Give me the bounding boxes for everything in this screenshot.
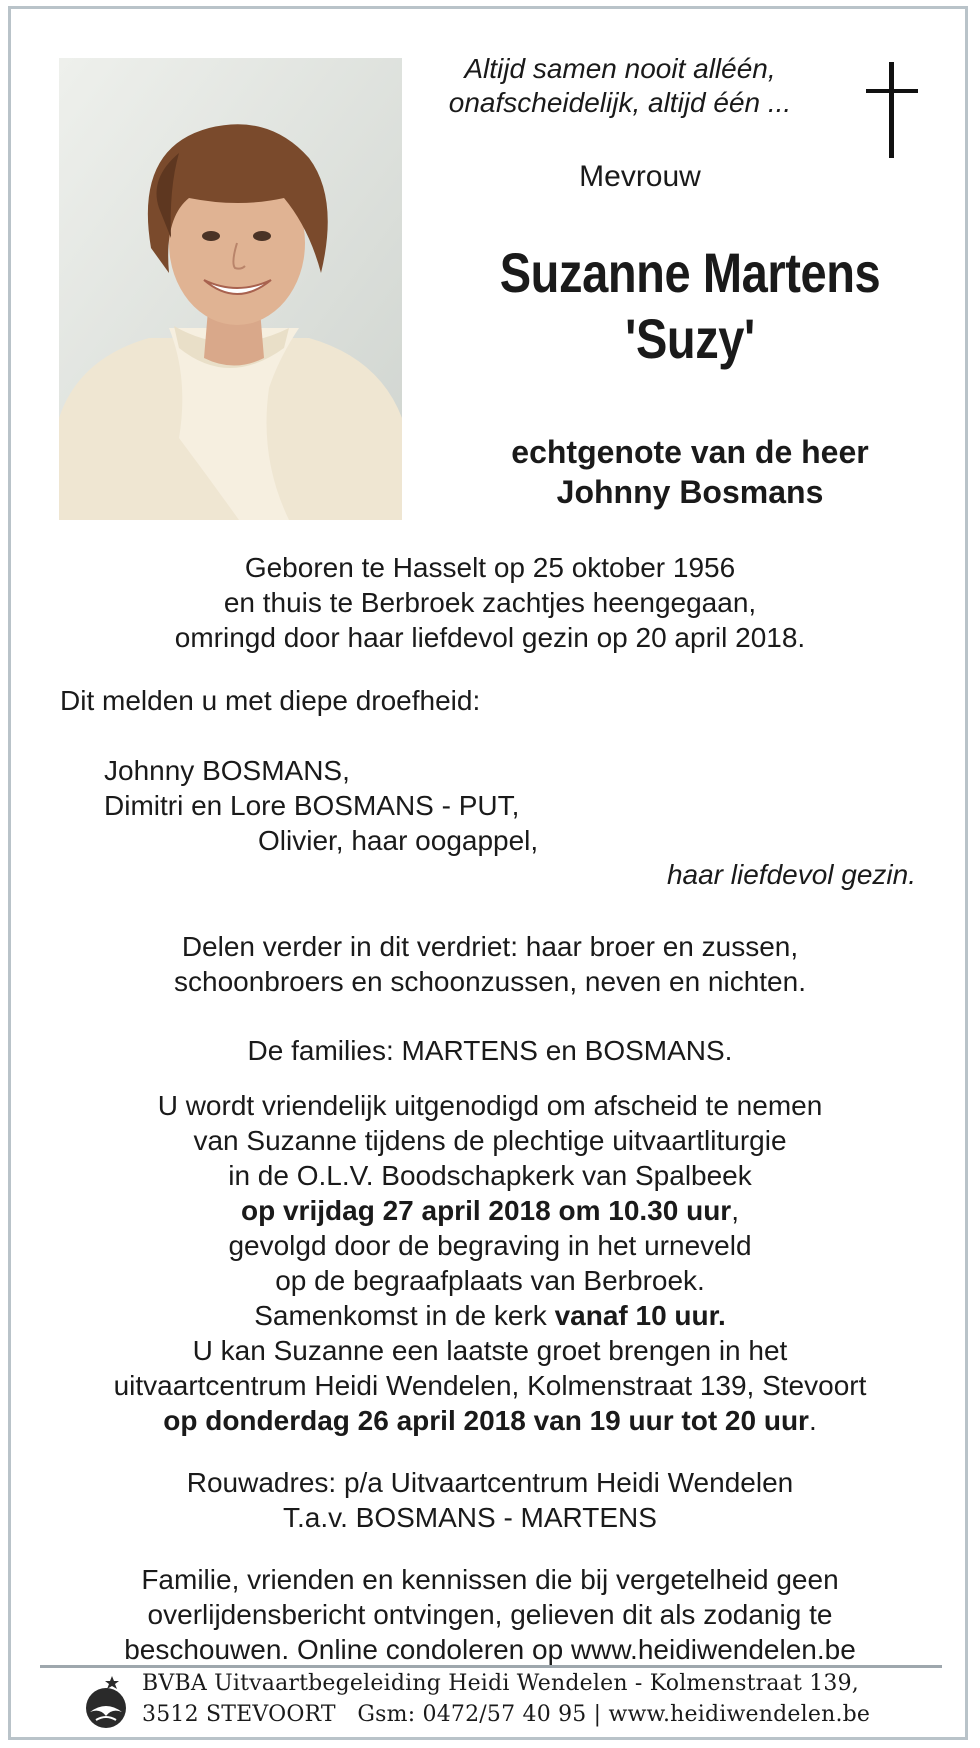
text-pre: Samenkomst in de kerk (254, 1300, 555, 1331)
portrait-photo (59, 58, 402, 520)
spouse-info (420, 432, 960, 512)
bold-text: op vrijdag 27 april 2018 om 10.30 uur (241, 1195, 732, 1226)
deceased-name (463, 240, 917, 372)
poem-line: Altijd samen nooit alléén, (464, 53, 776, 84)
footer-line: 3512 STEVOORT Gsm: 0472/57 40 95 | www.heidiwendelen.be (142, 1702, 871, 1727)
family-member: Johnny BOSMANS, (104, 755, 350, 786)
text-line: Delen verder in dit verdriet: haar broer en zussen, (181, 931, 799, 962)
families-line: De families: MARTENS en BOSMANS. (247, 1035, 733, 1066)
mourning-address (40, 1465, 940, 1535)
gathering-line (40, 1298, 940, 1333)
text-line: gevolgd door de begraving in het urneveld (228, 1230, 752, 1261)
text-line: beschouwen. Online condoleren op www.heidiwendelen.be (124, 1634, 856, 1665)
service-datetime (40, 1193, 940, 1228)
funeral-service-info (40, 1088, 940, 1438)
text-line: overlijdensbericht ontvingen, gelieven dit als zodanig te (147, 1599, 833, 1630)
funeral-home-footer (142, 1668, 942, 1730)
announcement: Dit melden u met diepe droefheid: (60, 685, 481, 716)
text-line: schoonbroers en schoonzussen, neven en nichten. (174, 966, 806, 997)
footer-line: BVBA Uitvaartbegeleiding Heidi Wendelen - Kolmenstraat 139, (142, 1671, 859, 1696)
salutation: Mevrouw (579, 160, 701, 193)
text-line: Geboren te Hasselt op 25 oktober 1956 (244, 552, 736, 583)
family-member: Olivier, haar oogappel, (258, 825, 539, 856)
text-line: Familie, vrienden en kennissen die bij vergetelheid geen (141, 1564, 839, 1595)
text-line: Rouwadres: p/a Uitvaartcentrum Heidi Wendelen (186, 1467, 794, 1498)
full-name: Suzanne Martens (499, 241, 881, 304)
text-tail: , (731, 1195, 739, 1226)
family-member: Dimitri en Lore BOSMANS - PUT, (104, 790, 520, 821)
spouse-line: echtgenote van de heer (511, 434, 869, 470)
spouse-name: Johnny Bosmans (556, 474, 824, 510)
text-line: en thuis te Berbroek zachtjes heengegaan, (223, 587, 757, 618)
text-line: uitvaartcentrum Heidi Wendelen, Kolmenstraat 139, Stevoort (113, 1370, 867, 1401)
birth-death-info (40, 550, 940, 655)
text-line: in de O.L.V. Boodschapkerk van Spalbeek (228, 1160, 752, 1191)
text-line: U kan Suzanne een laatste groet brengen in het (192, 1335, 788, 1366)
family-signature: haar liefdevol gezin. (666, 859, 916, 890)
text-line: van Suzanne tijdens de plechtige uitvaartliturgie (193, 1125, 787, 1156)
extended-family (40, 929, 940, 999)
funeral-home-logo-icon (82, 1672, 132, 1734)
bold-text: op donderdag 26 april 2018 van 19 uur tot 20 uur (163, 1405, 809, 1436)
cross-icon (862, 62, 922, 158)
poem (420, 52, 820, 120)
text-line: T.a.v. BOSMANS - MARTENS (283, 1502, 657, 1533)
text-line: U wordt vriendelijk uitgenodigd om afscheid te nemen (157, 1090, 823, 1121)
visitation-datetime (40, 1403, 940, 1438)
bold-text: vanaf 10 uur. (554, 1300, 726, 1331)
nickname: 'Suzy' (625, 307, 755, 370)
text-line: omringd door haar liefdevol gezin op 20 april 2018. (174, 622, 806, 653)
text-line: op de begraafplaats van Berbroek. (275, 1265, 705, 1296)
poem-line: onafscheidelijk, altijd één ... (448, 87, 792, 118)
closing-notice (40, 1562, 940, 1667)
text-tail: . (808, 1405, 817, 1436)
